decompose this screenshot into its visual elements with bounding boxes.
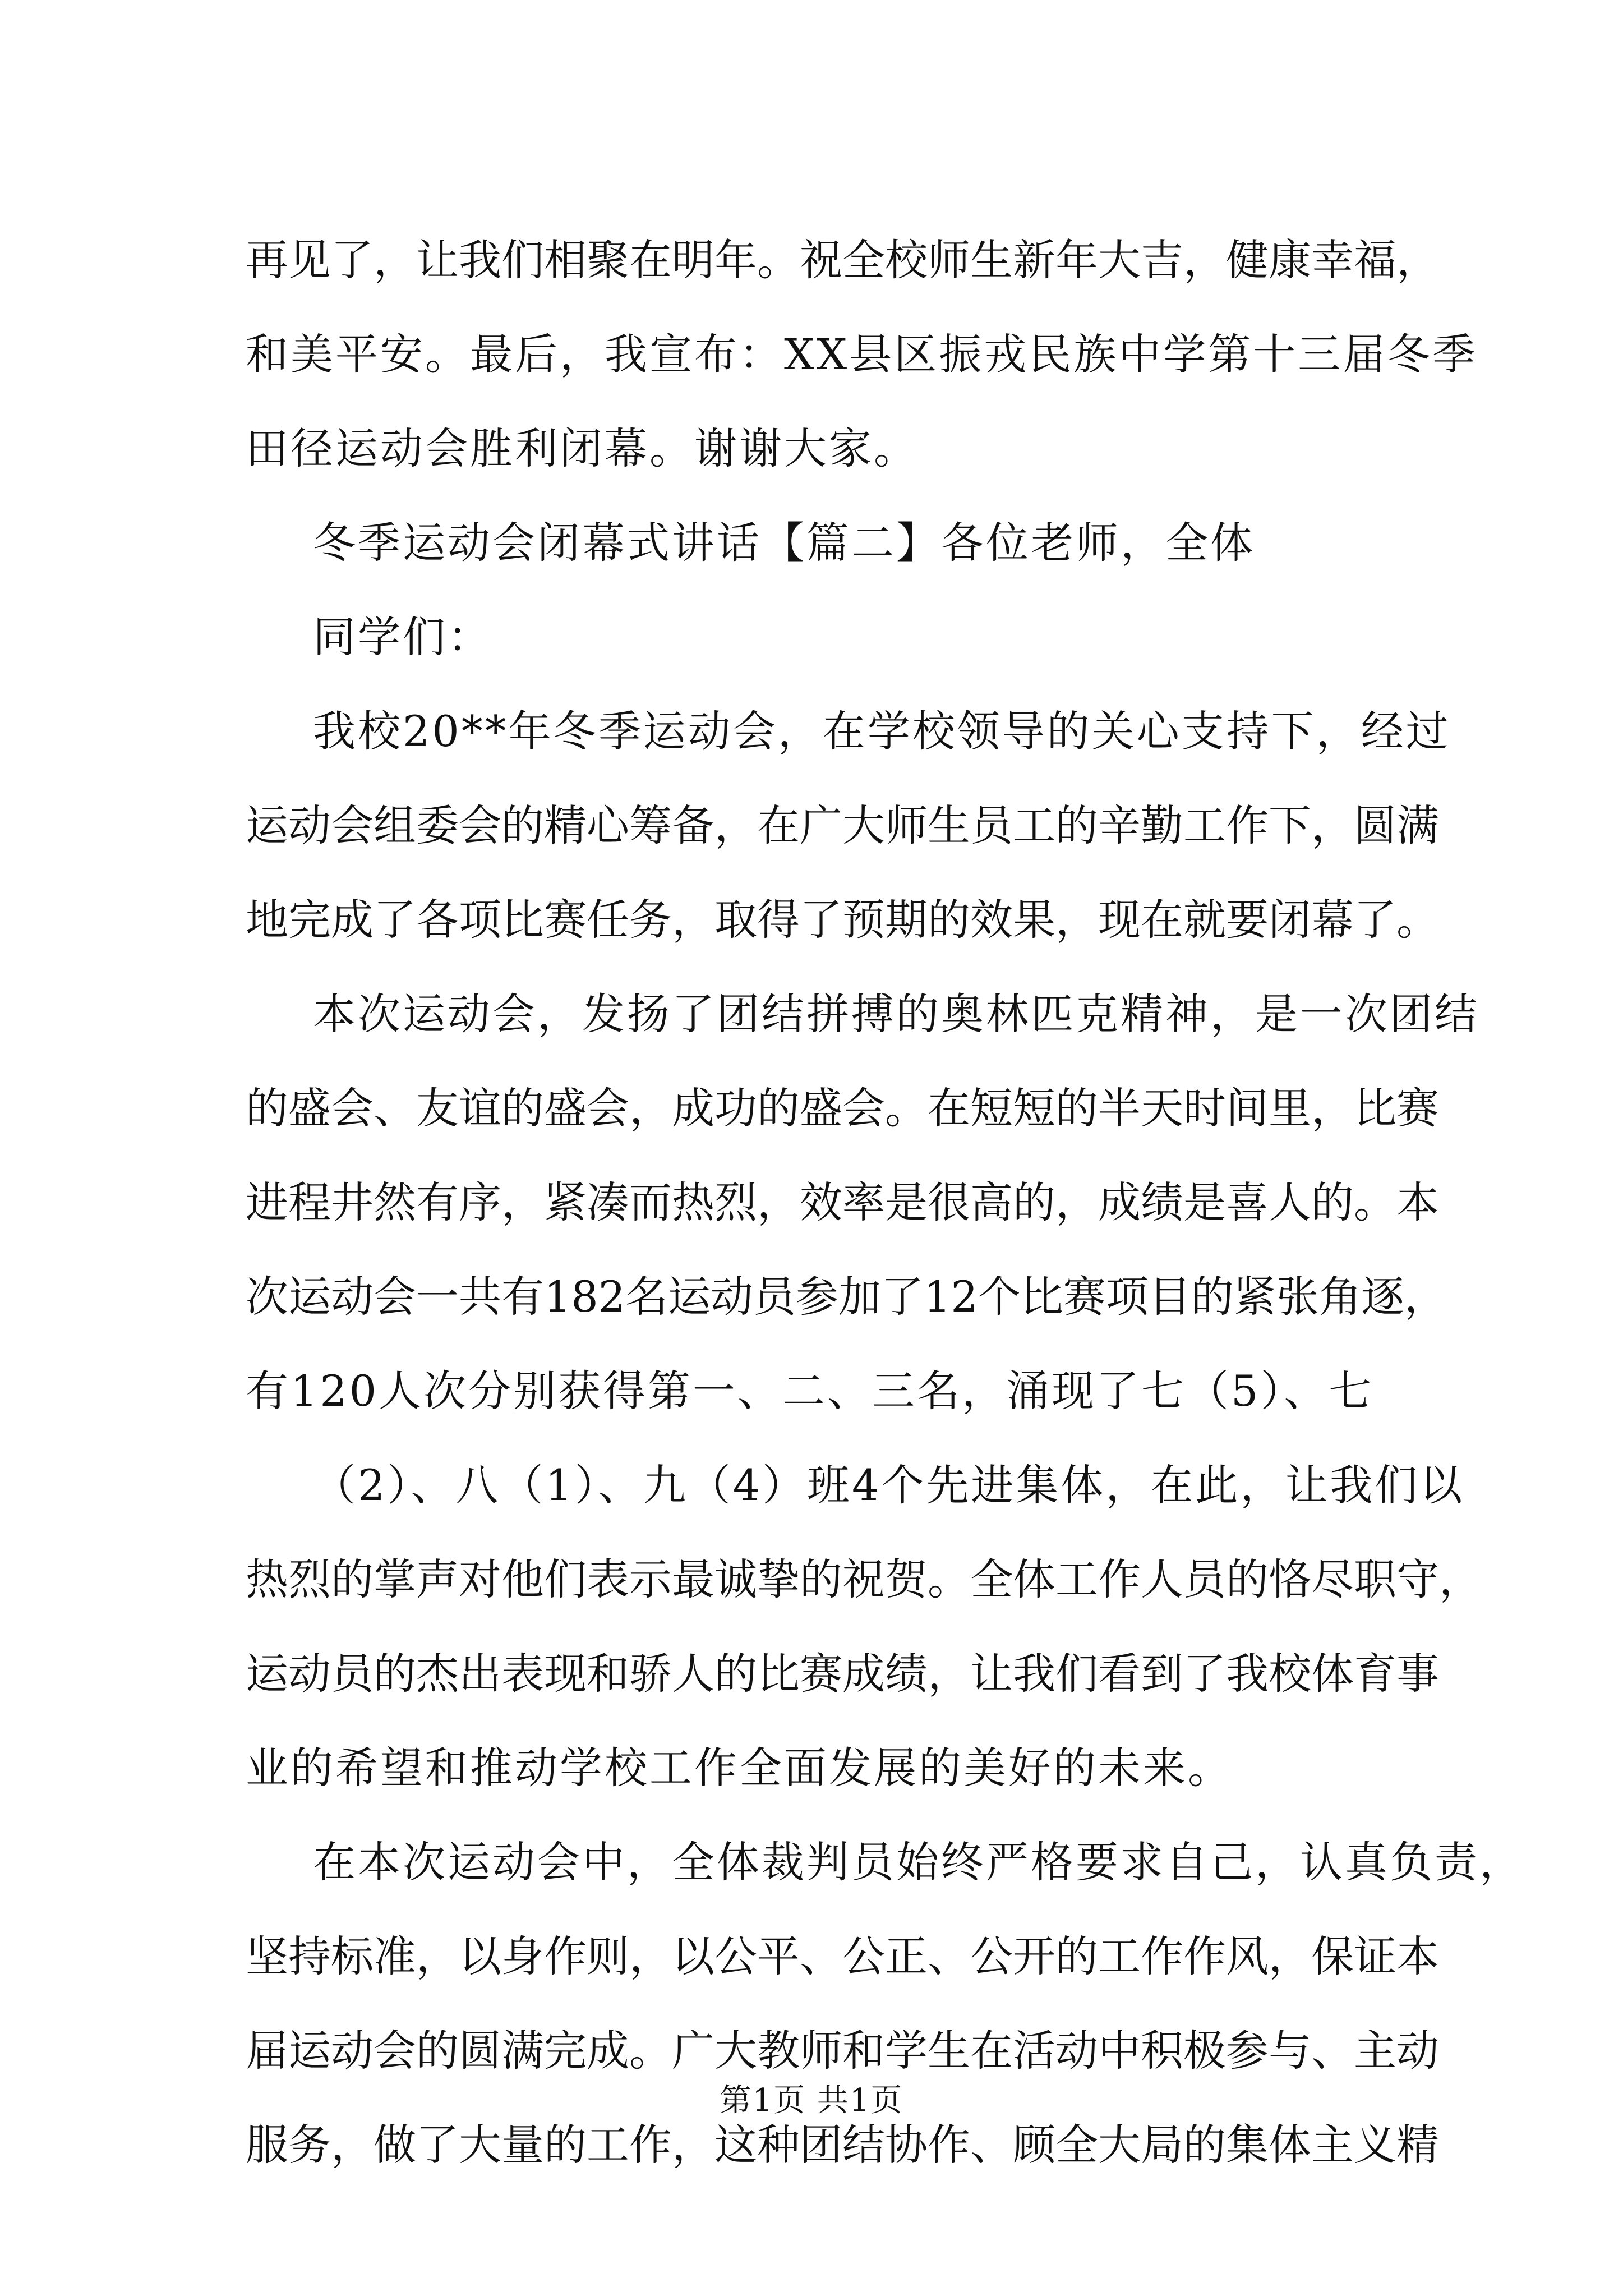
text-line: 我校20**年冬季运动会，在学校领导的关心支持下，经过 bbox=[313, 706, 1451, 756]
text-line: 再见了，让我们相聚在明年。祝全校师生新年大吉，健康幸福， bbox=[246, 235, 1439, 285]
section-heading: 冬季运动会闭幕式讲话【篇二】各位老师，全体 bbox=[313, 518, 1255, 568]
text-line: 有120人次分别获得第一、二、三名，涌现了七（5）、七 bbox=[246, 1366, 1374, 1416]
text-line: 和美平安。最后，我宣布：XX县区振戎民族中学第十三届冬季 bbox=[246, 329, 1478, 379]
text-line: 次运动会一共有182名运动员参加了12个比赛项目的紧张角逐， bbox=[246, 1272, 1447, 1322]
text-line: 届运动会的圆满完成。广大教师和学生在活动中积极参与、主动 bbox=[246, 2026, 1439, 2076]
page-number-label: 第1页 共1页 bbox=[720, 2082, 903, 2119]
text-line: 的盛会、友谊的盛会，成功的盛会。在短短的半天时间里，比赛 bbox=[246, 1083, 1439, 1133]
document-body bbox=[246, 213, 1524, 2192]
page-footer bbox=[0, 2076, 1623, 2120]
text-line: 运动会组委会的精心筹备，在广大师生员工的辛勤工作下，圆满 bbox=[246, 800, 1439, 850]
text-line: （2）、八（1）、九（4）班4个先进集体，在此，让我们以 bbox=[313, 1460, 1465, 1510]
text-line: 业的希望和推动学校工作全面发展的美好的未来。 bbox=[246, 1743, 1233, 1793]
text-line: 运动员的杰出表现和骄人的比赛成绩，让我们看到了我校体育事 bbox=[246, 1649, 1439, 1699]
text-line: 进程井然有序，紧凑而热烈，效率是很高的，成绩是喜人的。本 bbox=[246, 1177, 1439, 1227]
text-line: 本次运动会，发扬了团结拼搏的奥林匹克精神，是一次团结 bbox=[313, 989, 1479, 1039]
salutation: 同学们： bbox=[313, 612, 492, 662]
text-line: 服务，做了大量的工作，这种团结协作、顾全大局的集体主义精 bbox=[246, 2120, 1439, 2170]
text-line: 地完成了各项比赛任务，取得了预期的效果，现在就要闭幕了。 bbox=[246, 895, 1439, 945]
text-line: 在本次运动会中，全体裁判员始终严格要求自己，认真负责， bbox=[313, 1837, 1524, 1887]
text-line: 坚持标准，以身作则，以公平、公正、公开的工作作风，保证本 bbox=[246, 1931, 1439, 1981]
text-line: 田径运动会胜利闭幕。谢谢大家。 bbox=[246, 424, 919, 473]
text-line: 热烈的掌声对他们表示最诚挚的祝贺。全体工作人员的恪尽职守， bbox=[246, 1554, 1482, 1604]
